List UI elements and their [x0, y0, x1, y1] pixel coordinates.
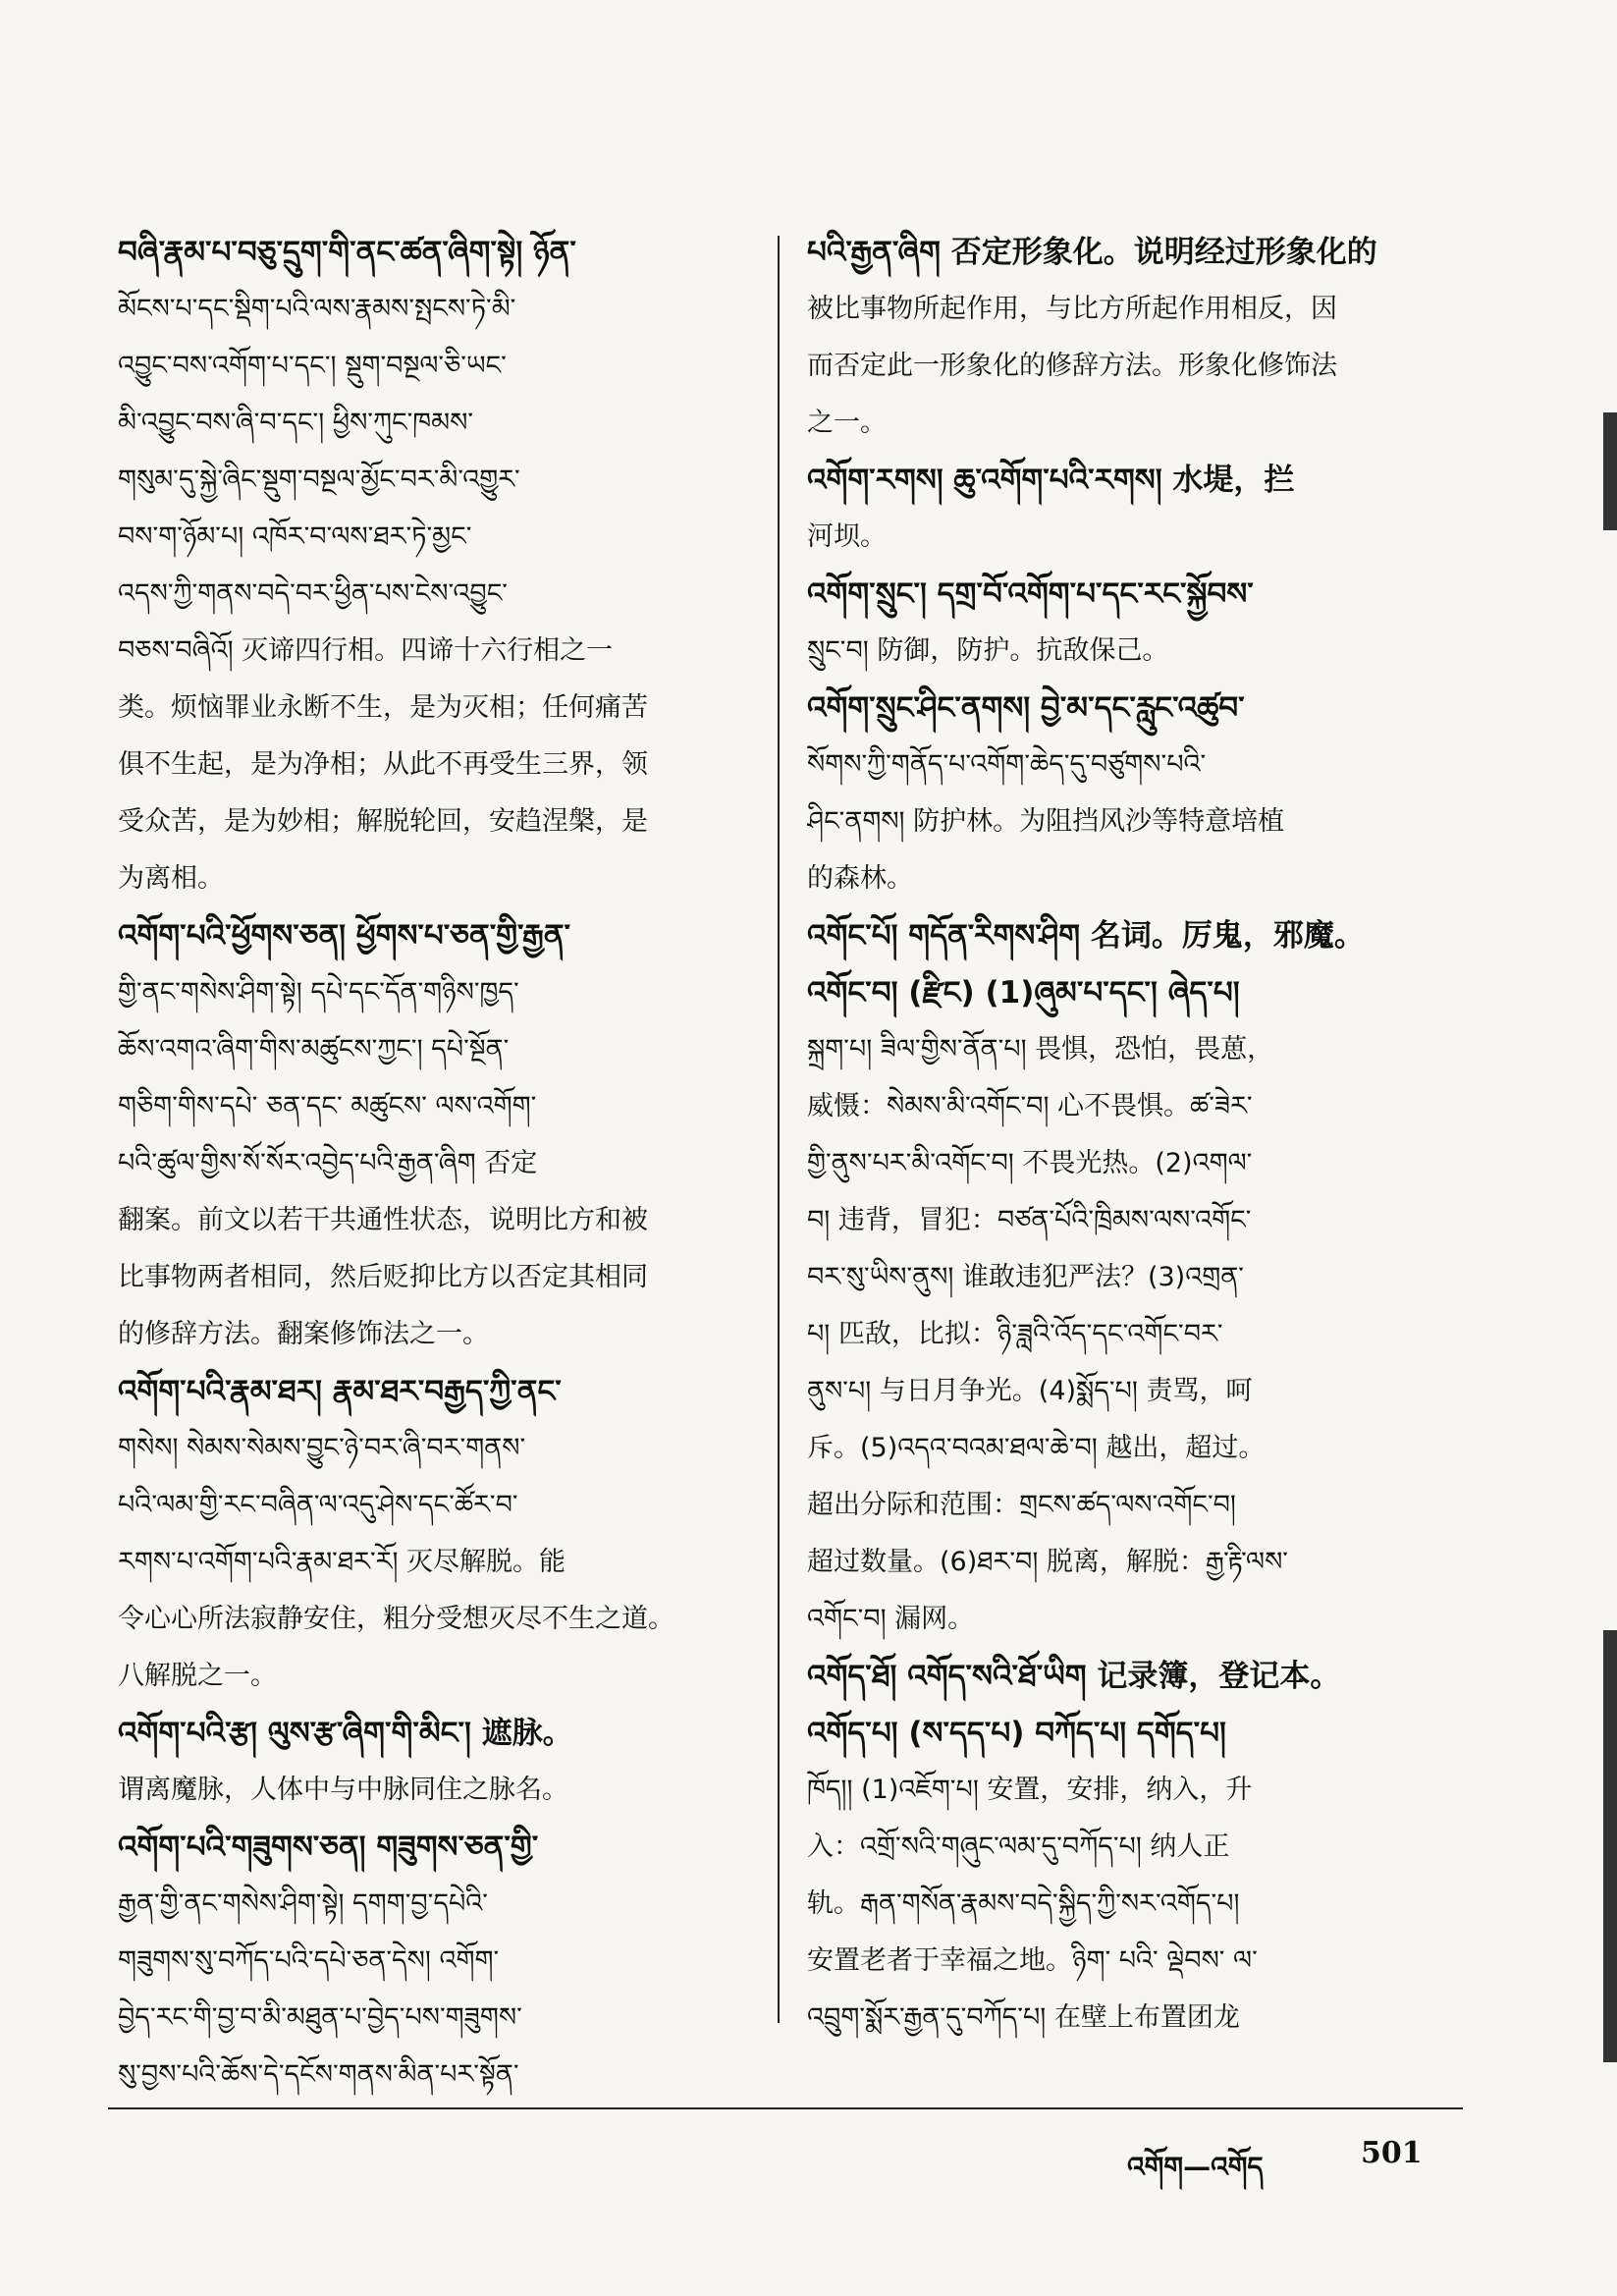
scan-edge-mark [1603, 412, 1617, 530]
entry-line: སྐྲག་པ། ཟིལ་གྱིས་ནོན་པ། 畏惧，恐怕，畏葸， [807, 1034, 1274, 1065]
entry-line: ཁོད།། (1)འཇོག་པ། 安置，安排，纳入，升 [807, 1775, 1253, 1805]
entry-line: མི་འབྱུང་བས་ཞི་བ་དང་། ཕྱིས་ཀུང་ཁམས་ [118, 408, 473, 438]
dictionary-entry [807, 680, 1450, 907]
entry-headline: འགོག་སྲུང་། དགྲ་བོ་འགོག་པ་དང་རང་སྐྱོབས་ [807, 576, 1254, 612]
entry-line: 谓离魔脉，人体中与中脉同住之脉名。 [118, 1775, 568, 1805]
entry-line: 令心心所法寂静安住，粗分受想灭尽不生之道。 [118, 1604, 674, 1634]
scan-edge-mark [1603, 1630, 1617, 2062]
column-divider [778, 236, 780, 2023]
entry-line: 为离相。 [118, 863, 224, 894]
entry-headline: བཞི་རྣམ་པ་བཅུ་དྲུག་གི་ནང་ཚན་ཞིག་སྟེ། ཉོན་ [118, 235, 576, 270]
entry-line: པ། 匹敌，比拟：ཉི་ཟླའི་འོད་དང་འགོང་བར་ [807, 1319, 1223, 1349]
entry-line: པའི་ལམ་གྱི་རང་བཞིན་ལ་འདུ་ཤེས་དང་ཚོར་བ་ [118, 1490, 518, 1520]
dictionary-entry [118, 224, 766, 907]
entry-line: འབྱུང་བས་འགོག་པ་དང་། སྡུག་བསྔལ་ཅི་ཡང་ [118, 351, 507, 381]
entry-headline: འགོང་བ། (རྫིང) (1)ཞུམ་པ་དང་། ཞེད་པ། [807, 975, 1240, 1011]
entry-headline: པའི་རྒྱན་ཞིག 否定形象化。说明经过形象化的 [807, 235, 1377, 270]
dictionary-entry [807, 452, 1450, 566]
entry-line: 威慑：སེམས་མི་འགོང་བ། 心不畏惧。ཚ་ཟེར་ [807, 1091, 1253, 1121]
right-column [807, 224, 1450, 2047]
entry-line: 翻案。前文以若干共通性状态，说明比方和被 [118, 1205, 648, 1235]
running-head: འགོག—འགོད [1127, 2151, 1264, 2183]
entry-headline: འགོག་སྲུང་ཤིང་ནགས། བྱེ་མ་དང་རླུང་འཚུབ་ [807, 690, 1245, 726]
entry-headline: འགོག་རགས། ཆུ་འགོག་པའི་རགས། 水堤，拦 [807, 463, 1295, 498]
dictionary-entry [807, 1705, 1450, 2047]
dictionary-entry [807, 224, 1450, 452]
entry-line: གྱི་ནུས་པར་མི་འགོང་བ། 不畏光热。(2)འགལ་ [807, 1148, 1253, 1178]
entry-line: བས་ག་ཉོམ་པ། འཁོར་བ་ལས་ཐར་ཏེ་མྱང་ [118, 521, 472, 552]
entry-line: སོགས་ཀྱི་གནོད་པ་འགོག་ཆེད་དུ་བཙུགས་པའི་ [807, 749, 1207, 780]
entry-line: 超过数量。(6)ཐར་བ། 脱离，解脱：རྒྱ་རྟི་ལས་ [807, 1547, 1288, 1577]
entry-line: 八解脱之一。 [118, 1661, 277, 1691]
entry-line: 比事物两者相同，然后贬抑比方以否定其相同 [118, 1262, 648, 1292]
entry-line: 而否定此一形象化的修辞方法。形象化修饰法 [807, 351, 1337, 381]
entry-headline: འགོག་པའི་གཟུགས་ཅན། གཟུགས་ཅན་གྱི་ [118, 1830, 539, 1865]
entry-headline: འགོག་པའི་རྩ། ལུས་རྩ་ཞིག་གི་མིང་། 遮脉。 [118, 1716, 573, 1751]
dictionary-entry [118, 1819, 766, 2104]
entry-line: གསུམ་དུ་སྐྱེ་ཞིང་སྡུག་བསྔལ་མྱོང་བར་མི་འགྱུར་ [118, 465, 520, 495]
entry-line: 俱不生起，是为净相；从此不再受生三界，领 [118, 749, 648, 780]
entry-headline: འགོག་པའི་ཕྱོགས་ཅན། ཕྱོགས་པ་ཅན་གྱི་རྒྱན་ [118, 918, 571, 954]
footer-rule [108, 2107, 1463, 2109]
entry-line: བྱེད་རང་གི་བྱ་བ་མི་མཐུན་པ་བྱེད་པས་གཟུགས་ [118, 2002, 522, 2033]
entry-line: འདས་ཀྱི་གནས་བདེ་བར་ཕྱིན་པས་ངེས་འབྱུང་ [118, 578, 508, 609]
entry-line: འབྲུག་སྨོར་རྒྱན་དུ་བཀོད་པ། 在壁上布置团龙 [807, 2002, 1240, 2033]
dictionary-entry [118, 1705, 766, 1819]
entry-line: 之一。 [807, 408, 887, 438]
entry-line: 斥。(5)འདའ་བའམ་ཐལ་ཆེ་བ། 越出，超过。 [807, 1433, 1266, 1463]
entry-line: 河坝。 [807, 521, 887, 552]
entry-line: རགས་པ་འགོག་པའི་རྣམ་ཐར་རོ། 灭尽解脱。能 [118, 1547, 566, 1577]
page-number: 501 [1361, 2136, 1423, 2170]
dictionary-entry [807, 1648, 1450, 1705]
entry-line: སྲུང་བ། 防御，防护。抗敌保己。 [807, 635, 1169, 666]
entry-line: གསེས། སེམས་སེམས་བྱུང་ཉེ་བར་ཞི་བར་གནས་ [118, 1433, 526, 1463]
entry-line: ནུས་པ། 与日月争光。(4)སྨོད་པ། 责骂，呵 [807, 1376, 1253, 1406]
dictionary-entry [807, 907, 1450, 964]
entry-line: 安置老者于幸福之地。ཉིག་ པའི་ ལྡེབས་ ལ་ [807, 1945, 1258, 1976]
entry-line: 类。烦恼罪业永断不生，是为灭相；任何痛苦 [118, 692, 648, 723]
entry-headline: འགོག་པའི་རྣམ་ཐར། རྣམ་ཐར་བརྒྱད་ཀྱི་ནང་ [118, 1374, 562, 1409]
entry-headline: འགོད་པ། (ས་དད་པ) བཀོད་པ། དགོད་པ། [807, 1716, 1226, 1751]
entry-line: བཅས་བཞིའོ། 灭谛四行相。四谛十六行相之一 [118, 635, 614, 666]
entry-line: 轨。རྒན་གསོན་རྣམས་བདེ་སྐྱིད་ཀྱི་སར་འགོད་པ། [807, 1888, 1240, 1919]
entry-line: 的修辞方法。翻案修饰法之一。 [118, 1319, 489, 1349]
entry-line: 入：འགྲོ་སའི་གཞུང་ལམ་དུ་བཀོད་པ། 纳人正 [807, 1831, 1230, 1862]
entry-line: པའི་ཚུལ་གྱིས་སོ་སོར་འབྱེད་པའི་རྒྱན་ཞིག 否定 [118, 1148, 538, 1178]
entry-line: 超出分际和范围：གྲངས་ཚད་ལས་འགོང་བ། [807, 1490, 1236, 1520]
dictionary-entry [118, 1363, 766, 1705]
entry-line: བ། 违背，冒犯：བཙན་པོའི་ཁྲིམས་ལས་འགོང་ [807, 1205, 1252, 1235]
entry-line: 的森林。 [807, 863, 913, 894]
entry-line: བར་སུ་ཡིས་ནུས། 谁敢违犯严法？(3)འགྲན་ [807, 1262, 1244, 1292]
entry-line: འགོང་བ། 漏网。 [807, 1604, 975, 1634]
entry-headline: འགོང་པོ། གདོན་རིགས་ཤིག 名词。厉鬼，邪魔。 [807, 918, 1365, 954]
entry-line: གྱི་ནང་གསེས་ཤིག་སྟེ། དཔེ་དང་དོན་གཉིས་ཁྱད་ [118, 977, 519, 1008]
dictionary-entry [807, 566, 1450, 680]
entry-line: རྒྱན་གྱི་ནང་གསེས་ཤིག་སྟེ། དགག་བྱ་དཔེའི་ [118, 1888, 488, 1919]
entry-headline: འགོད་ཐོ། འགོད་སའི་ཐོ་ཡིག 记录簿，登记本。 [807, 1659, 1341, 1694]
entry-line: ཆོས་འགའ་ཞིག་གིས་མཚུངས་ཀྱང་། དཔེ་སྔོན་ [118, 1034, 510, 1065]
entry-line: མོངས་པ་དང་སྡིག་པའི་ལས་རྣམས་སྤངས་ཏེ་མི་ [118, 294, 516, 324]
entry-line: སུ་བྱས་པའི་ཆོས་དེ་དངོས་གནས་མིན་པར་སྟོན་ [118, 2059, 519, 2090]
dictionary-entry [807, 964, 1450, 1648]
entry-line: 受众苦，是为妙相；解脱轮回，安趋涅槃，是 [118, 806, 648, 837]
dictionary-entry [118, 907, 766, 1363]
left-column [118, 224, 766, 2104]
entry-line: ཤིང་ནགས། 防护林。为阻挡风沙等特意培植 [807, 806, 1285, 837]
entry-line: 被比事物所起作用，与比方所起作用相反，因 [807, 294, 1337, 324]
entry-line: གཟུགས་སུ་བཀོད་པའི་དཔེ་ཅན་དེས། འགོག་ [118, 1945, 500, 1976]
entry-line: གཅིག་གིས་དཔེ་ ཅན་དང་ མཚུངས་ ལས་འགོག་ [118, 1091, 537, 1121]
